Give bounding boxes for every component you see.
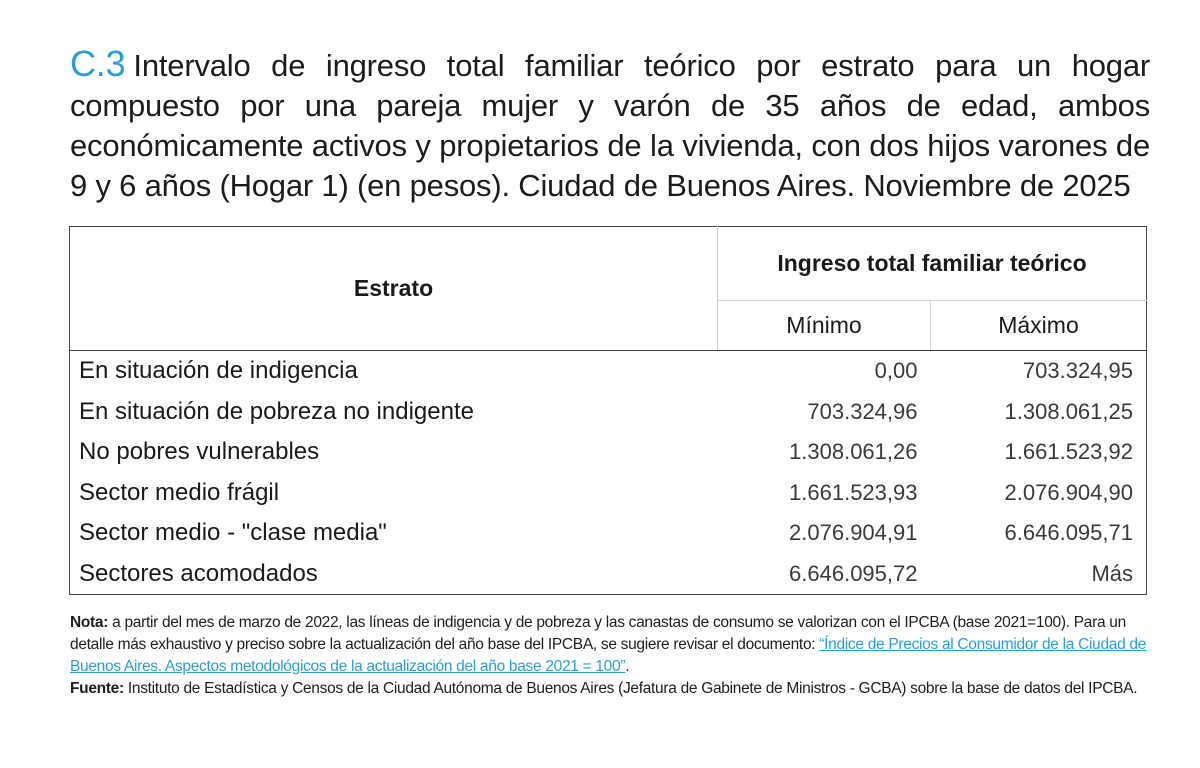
header-estrato: Estrato — [70, 227, 718, 351]
chart-title — [70, 44, 1150, 206]
fuente-paragraph — [70, 678, 1150, 700]
title-line-1: C.3 Intervalo de ingreso total familiar teórico por estrato para un hogar — [70, 43, 1150, 84]
footnotes — [70, 612, 1150, 700]
nota-paragraph — [70, 612, 1150, 678]
row-estrato: No pobres vulnerables — [70, 432, 718, 473]
table-row — [70, 554, 1147, 595]
row-max: 1.661.523,92 — [931, 432, 1147, 473]
income-table — [69, 226, 1147, 595]
row-estrato: Sector medio frágil — [70, 473, 718, 514]
row-estrato: En situación de indigencia — [70, 351, 718, 392]
header-minimo: Mínimo — [718, 301, 931, 351]
row-min: 1.661.523,93 — [789, 479, 918, 505]
title-line-4: 9 y 6 años (Hogar 1) (en pesos). Ciudad de Buenos Aires. Noviembre de 2025 — [70, 168, 1131, 203]
row-min: 2.076.904,91 — [789, 520, 918, 546]
row-min: 703.324,96 — [807, 398, 918, 424]
table-row — [70, 351, 1147, 392]
table-row — [70, 432, 1147, 473]
nota-text-1: a partir del mes de marzo de 2022, las líneas de indigencia y de pobreza y las canastas de consumo se valorizan con el IPCBA (base 2021=100). — [108, 614, 1070, 631]
methodology-link[interactable]: “Índice de Precios al Consumidor de la Ciudad de Buenos Aires. Aspectos metodológicos de la actualización del año base 2021 = 100” — [70, 636, 1147, 675]
table-row — [70, 513, 1147, 554]
header-maximo: Máximo — [931, 301, 1147, 351]
row-max: 6.646.095,71 — [931, 513, 1147, 554]
nota-text-2: Para un detalle más exhaustivo y preciso sobre la actualización del año base del IPCBA, se sugiere revisar el documento: — [70, 614, 1126, 653]
header-ingreso: Ingreso total familiar teórico — [718, 227, 1147, 301]
title-line-2: compuesto por una pareja mujer y varón de 35 años de edad, ambos — [70, 88, 1150, 123]
nota-end: . — [625, 658, 630, 675]
table-row — [70, 473, 1147, 514]
row-estrato: En situación de pobreza no indigente — [70, 392, 718, 433]
fuente-text: Instituto de Estadística y Censos de la Ciudad Autónoma de Buenos Aires (Jefatura de Gabinete de Ministros - GCBA) sobre la base de datos del IPCBA. — [123, 680, 1138, 697]
title-line-3: económicamente activos y propietarios de la vivienda, con dos hijos varones de — [70, 128, 1150, 163]
row-min: 6.646.095,72 — [718, 554, 931, 595]
row-max: 703.324,95 — [931, 351, 1147, 392]
row-max: 2.076.904,90 — [931, 473, 1147, 514]
table-row — [70, 392, 1147, 433]
row-estrato: Sectores acomodados — [70, 554, 718, 595]
row-max: 1.308.061,25 — [931, 392, 1147, 433]
row-min: 1.308.061,26 — [789, 439, 918, 465]
table-code: C.3 — [70, 43, 126, 84]
nota-label: Nota: — [70, 614, 109, 631]
row-estrato: Sector medio - "clase media" — [70, 513, 718, 554]
fuente-label: Fuente: — [70, 680, 124, 697]
row-min: 0,00 — [874, 358, 918, 384]
row-max: Más — [931, 554, 1147, 595]
